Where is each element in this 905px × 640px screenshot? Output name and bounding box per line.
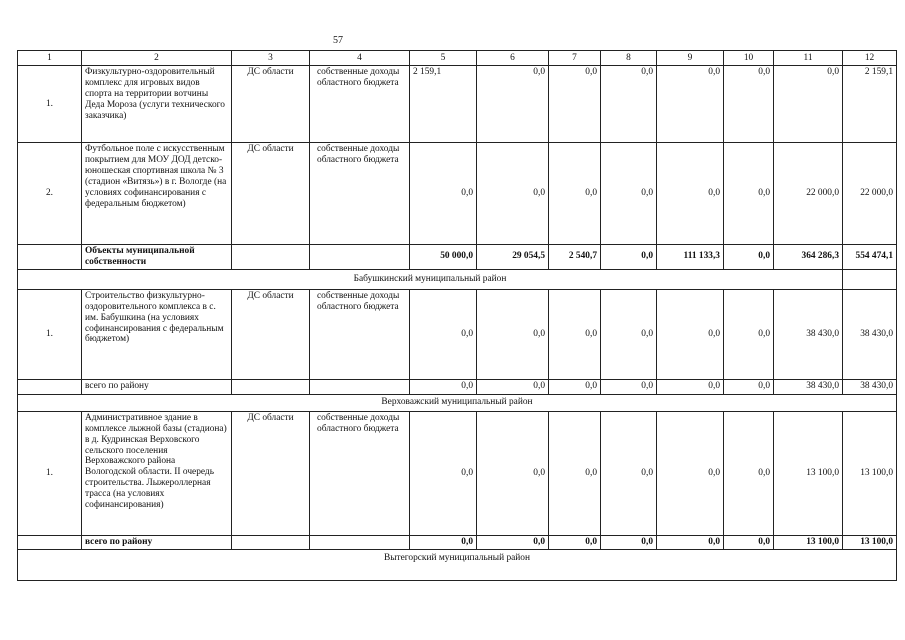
section-title: Верховажский муниципальный район: [18, 394, 897, 411]
municipal-total-row: [18, 245, 897, 270]
column-header: 1: [18, 51, 82, 66]
total-value: 0,0: [724, 245, 774, 270]
column-header: 9: [657, 51, 724, 66]
total-value: 111 133,3: [657, 245, 724, 270]
column-number-row: [18, 51, 897, 66]
section-title: Вытегорский муниципальный район: [18, 549, 897, 580]
value-cell: 0,0: [410, 289, 477, 379]
table-row: [18, 411, 897, 535]
value-cell: 0,0: [657, 289, 724, 379]
total-value: 0,0: [601, 535, 657, 549]
section-header-row: [18, 394, 897, 411]
value-cell: 0,0: [601, 289, 657, 379]
column-header: 8: [601, 51, 657, 66]
customer-cell: ДС области: [232, 66, 310, 143]
value-cell: 38 430,0: [774, 289, 843, 379]
row-number: 1.: [18, 66, 82, 143]
value-cell: 0,0: [601, 66, 657, 143]
total-value: 0,0: [477, 379, 549, 394]
value-cell: 0,0: [410, 143, 477, 245]
total-value: 0,0: [657, 379, 724, 394]
column-header: 4: [310, 51, 410, 66]
funding-source: собственные доходы областного бюджета: [310, 66, 410, 143]
total-value: 50 000,0: [410, 245, 477, 270]
value-cell: 0,0: [549, 289, 601, 379]
row-number: 1.: [18, 411, 82, 535]
value-cell: 0,0: [549, 143, 601, 245]
district-total-row: [18, 379, 897, 394]
table-row: [18, 289, 897, 379]
value-cell: 0,0: [549, 66, 601, 143]
total-value: 29 054,5: [477, 245, 549, 270]
column-header: 5: [410, 51, 477, 66]
column-header: 2: [82, 51, 232, 66]
column-header: 10: [724, 51, 774, 66]
object-name: Строительство физкультурно-оздоровительного комплекса в с. им. Бабушкина (на условиях софинансирования с федеральным бюджетом): [82, 289, 232, 379]
value-cell: 22 000,0: [774, 143, 843, 245]
value-cell: 0,0: [657, 411, 724, 535]
value-cell: 22 000,0: [843, 143, 897, 245]
budget-table: [17, 50, 897, 581]
funding-source: собственные доходы областного бюджета: [310, 289, 410, 379]
empty-cell: [310, 245, 410, 270]
value-cell: 0,0: [657, 143, 724, 245]
value-cell: 0,0: [477, 289, 549, 379]
column-header: 6: [477, 51, 549, 66]
table-row: [18, 143, 897, 245]
total-value: 0,0: [410, 379, 477, 394]
total-label: всего по району: [82, 535, 232, 549]
value-cell: 13 100,0: [843, 411, 897, 535]
total-value: 554 474,1: [843, 245, 897, 270]
total-value: 13 100,0: [774, 535, 843, 549]
total-value: 0,0: [601, 379, 657, 394]
total-value: 364 286,3: [774, 245, 843, 270]
value-cell: 0,0: [724, 411, 774, 535]
total-value: 2 540,7: [549, 245, 601, 270]
total-value: 0,0: [724, 379, 774, 394]
funding-source: собственные доходы областного бюджета: [310, 411, 410, 535]
object-name: Административное здание в комплексе лыжной базы (стадиона) в д. Кудринская Верховского сельского поселения Верховажского района Вологодской области. II очередь строительства. Лыжероллерная трасса (на условиях софинансирования): [82, 411, 232, 535]
value-cell: 0,0: [601, 411, 657, 535]
value-cell: 0,0: [724, 143, 774, 245]
total-value: 0,0: [657, 535, 724, 549]
object-name: Физкультурно-оздоровительный комплекс для игровых видов спорта на территории вотчины Деда Мороза (услуги технического заказчика): [82, 66, 232, 143]
column-header: 3: [232, 51, 310, 66]
empty-cell: [232, 245, 310, 270]
total-label: Объекты муниципальной собственности: [82, 245, 232, 270]
value-cell: 2 159,1: [843, 66, 897, 143]
value-cell: 0,0: [477, 66, 549, 143]
value-cell: 0,0: [477, 411, 549, 535]
row-number: 1.: [18, 289, 82, 379]
total-value: 0,0: [410, 535, 477, 549]
total-value: 0,0: [477, 535, 549, 549]
value-cell: 0,0: [410, 411, 477, 535]
value-cell: 38 430,0: [843, 289, 897, 379]
value-cell: 0,0: [724, 289, 774, 379]
row-number: 2.: [18, 143, 82, 245]
value-cell: 0,0: [601, 143, 657, 245]
table-row: [18, 66, 897, 143]
customer-cell: ДС области: [232, 289, 310, 379]
total-label: всего по району: [82, 379, 232, 394]
empty-cell: [232, 535, 310, 549]
empty-cell: [18, 379, 82, 394]
total-value: 38 430,0: [774, 379, 843, 394]
empty-cell: [310, 535, 410, 549]
total-value: 13 100,0: [843, 535, 897, 549]
value-cell: 0,0: [477, 143, 549, 245]
value-cell: 0,0: [724, 66, 774, 143]
funding-source: собственные доходы областного бюджета: [310, 143, 410, 245]
customer-cell: ДС области: [232, 411, 310, 535]
empty-cell: [232, 379, 310, 394]
column-header: 12: [843, 51, 897, 66]
empty-cell: [18, 245, 82, 270]
value-cell: 0,0: [549, 411, 601, 535]
value-cell: 2 159,1: [410, 66, 477, 143]
column-header: 11: [774, 51, 843, 66]
value-cell: 13 100,0: [774, 411, 843, 535]
section-header-row: [18, 549, 897, 580]
total-value: 0,0: [724, 535, 774, 549]
column-header: 7: [549, 51, 601, 66]
object-name: Футбольное поле с искусственным покрытием для МОУ ДОД детско-юношеская спортивная школа № 3 (стадион «Витязь») в г. Вологде (на условиях софинансирования с федеральным бюджетом): [82, 143, 232, 245]
customer-cell: ДС области: [232, 143, 310, 245]
empty-cell: [843, 269, 897, 289]
section-title: Бабушкинский муниципальный район: [18, 269, 843, 289]
total-value: 38 430,0: [843, 379, 897, 394]
total-value: 0,0: [601, 245, 657, 270]
section-header-row: [18, 269, 897, 289]
empty-cell: [310, 379, 410, 394]
district-total-row: [18, 535, 897, 549]
page-number: 57: [333, 35, 343, 46]
value-cell: 0,0: [657, 66, 724, 143]
total-value: 0,0: [549, 379, 601, 394]
total-value: 0,0: [549, 535, 601, 549]
value-cell: 0,0: [774, 66, 843, 143]
empty-cell: [18, 535, 82, 549]
